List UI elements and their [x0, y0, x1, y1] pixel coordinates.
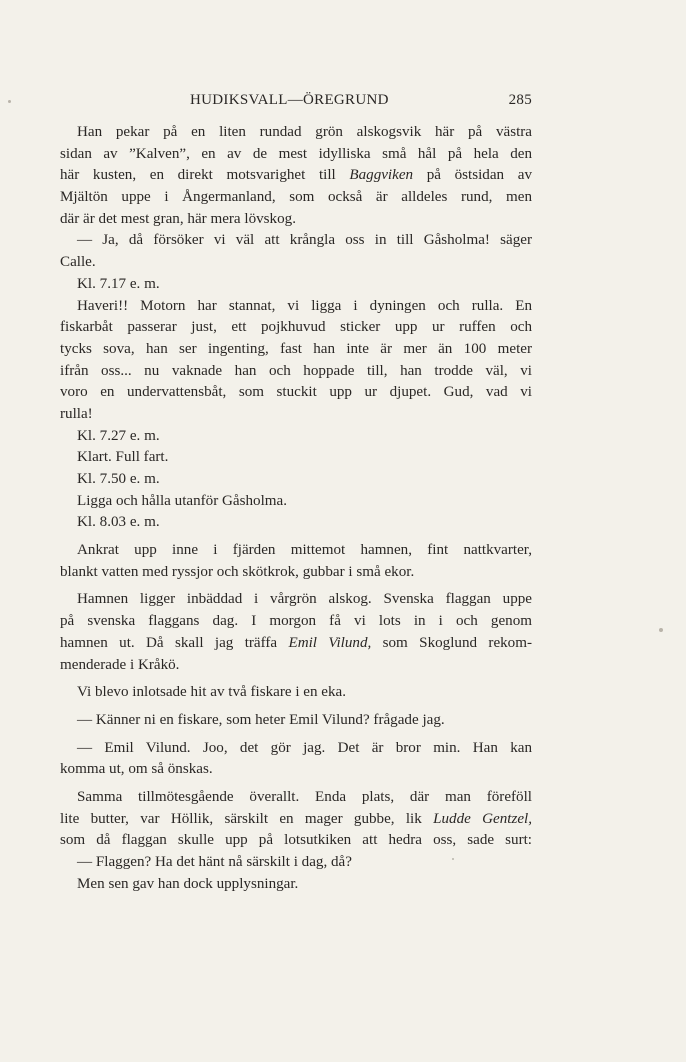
text-line: Kl. 7.17 e. m. [77, 275, 160, 292]
text-line: hamnen ut. Då skall jag träffa Emil Vilund, som Skoglund rekom- [60, 634, 532, 651]
text-line: på svenska flaggans dag. I morgon få vi lots in i och genom [60, 613, 532, 630]
text-line: Men sen gav han dock upplysningar. [77, 875, 299, 892]
page-number: 285 [508, 92, 532, 108]
text-line: Mjältön uppe i Ångermanland, som också är alldeles rund, men [60, 189, 532, 206]
text-line: rulla! [60, 405, 93, 422]
text-line: där är det mest gran, här mera lövskog. [60, 210, 296, 227]
text-line: Kl. 7.50 e. m. [77, 471, 160, 487]
text-line: Samma tillmötesgående överallt. Enda plats, där man föreföll [77, 788, 532, 805]
text-line: Hamnen ligger inbäddad i vårgrön alskog. Svenska flaggan uppe [77, 591, 532, 608]
text-line: komma ut, om så önskas. [60, 761, 213, 778]
text-line: tycks sova, han ser ingenting, fast han inte är mer än 100 meter [60, 340, 532, 357]
text-line: Kl. 8.03 e. m. [77, 514, 160, 531]
text-line: voro en undervattensbåt, som stuckit upp ur djupet. Gud, vad vi [60, 384, 532, 401]
paper-speck [8, 100, 11, 103]
body-text [60, 122, 532, 895]
text-line: här kusten, en direkt motsvarighet till Baggviken på östsidan av [60, 167, 532, 184]
italic-name: Baggviken [349, 167, 414, 184]
text-line: blankt vatten med ryssjor och skötkrok, gubbar i små ekor. [60, 563, 415, 580]
text-line: — Ja, då försöker vi väl att krångla oss in till Gåsholma! säger [77, 232, 532, 249]
text-line: Han pekar på en liten rundad grön alskogsvik här på västra [77, 124, 532, 140]
paper-speck [452, 858, 454, 860]
text-line: Ligga och hålla utanför Gåsholma. [77, 492, 287, 509]
text-line: sidan av ”Kalven”, en av de mest idylliska små hål på hela den [60, 145, 532, 162]
text-line: ifrån oss... nu vaknade han och hoppade till, han trodde väl, vi [60, 362, 532, 379]
text-line: — Känner ni en fiskare, som heter Emil Vilund? frågade jag. [77, 711, 445, 728]
text-line: Kl. 7.27 e. m. [77, 427, 160, 444]
text-line: som då flaggan skulle upp på lotsutkiken att hedra oss, sade surt: [60, 832, 532, 849]
text-line: — Flaggen? Ha det hänt nå särskilt i dag, då? [77, 854, 352, 870]
text-line: Ankrat upp inne i fjärden mittemot hamnen, fint nattkvarter, [77, 542, 532, 559]
text-line: Vi blevo inlotsade hit av två fiskare i en eka. [77, 684, 347, 701]
running-title: HUDIKSVALL—ÖREGRUND [190, 92, 389, 108]
page-header [60, 92, 532, 112]
text-line: fiskarbåt passerar just, ett pojkhuvud sticker upp ur ruffen och [60, 319, 532, 336]
text-line: Haveri!! Motorn har stannat, vi ligga i dyningen och rulla. En [77, 297, 532, 314]
text-line: menderade i Kråkö. [60, 656, 180, 673]
paper-speck [659, 628, 663, 632]
italic-name: Ludde Gentzel, [433, 810, 533, 827]
text-line: Klart. Full fart. [77, 449, 169, 466]
text-line: Calle. [60, 254, 96, 271]
text-line: — Emil Vilund. Joo, det gör jag. Det är bror min. Han kan [77, 739, 532, 756]
text-line: lite butter, var Höllik, särskilt en mager gubbe, lik Ludde Gentzel, [60, 810, 533, 827]
italic-name: Emil Vilund, [288, 634, 372, 651]
